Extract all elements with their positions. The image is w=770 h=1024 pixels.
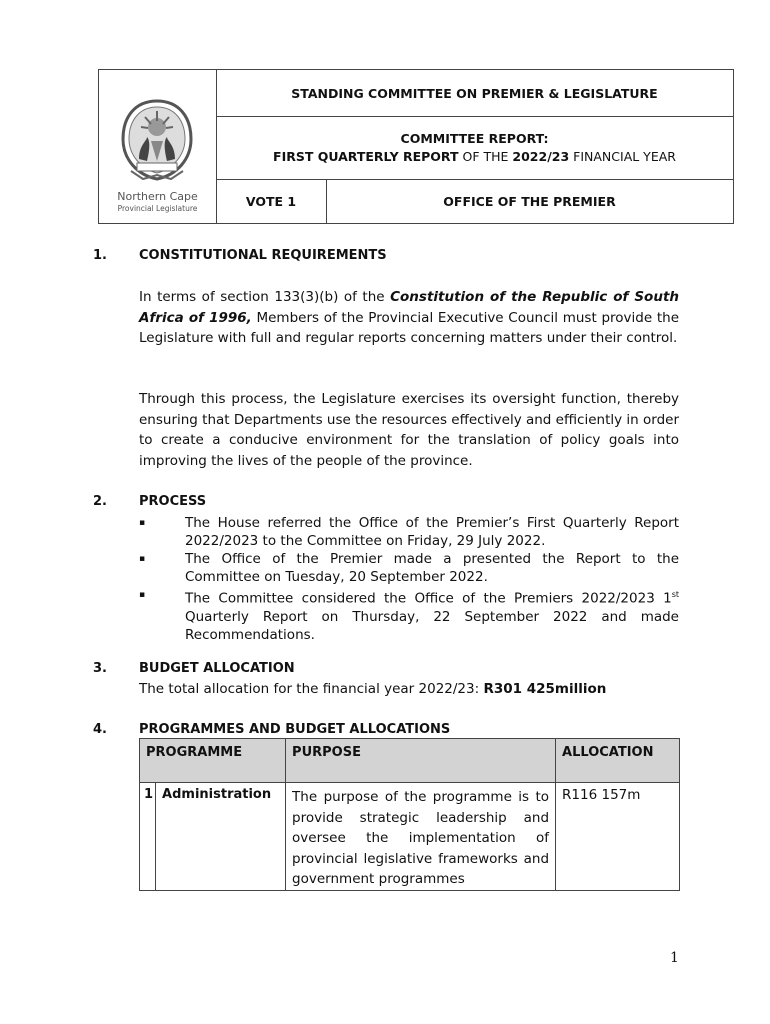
- p1-part-c: Members of the Provincial Executive Council must provide the Legislature with full and regular reports concerning matters under their control.: [139, 309, 679, 347]
- section-1-paragraph-2: Through this process, the Legislature exercises its oversight function, thereby ensuring that Departments use the resources effectively and efficiently in order to create a conducive environment for the translation of policy goals into improving the lives of the people of the province.: [139, 391, 679, 470]
- bullet-icon: ▪: [139, 590, 146, 600]
- logo-line2: Provincial Legislature: [117, 204, 198, 213]
- programme-name: Administration: [156, 783, 286, 891]
- section-4-title: PROGRAMMES AND BUDGET ALLOCATIONS: [139, 722, 451, 737]
- col-allocation: ALLOCATION: [556, 739, 680, 783]
- col-programme: PROGRAMME: [140, 739, 286, 783]
- report-sub-end: FINANCIAL YEAR: [569, 148, 676, 164]
- process-bullet-2-text: The Office of the Premier made a presented the Report to the Committee on Tuesday, 20 September 2022.: [185, 551, 679, 585]
- committee-name: STANDING COMMITTEE ON PREMIER & LEGISLATURE: [216, 70, 733, 117]
- table-row: [140, 783, 680, 891]
- report-header-table: [98, 69, 734, 224]
- constitution-reference: Constitution of the Republic of South Africa of 1996,: [139, 289, 680, 326]
- section-3-title: BUDGET ALLOCATION: [139, 661, 295, 676]
- table-header-row: [140, 739, 680, 783]
- section-1-title: CONSTITUTIONAL REQUIREMENTS: [139, 248, 387, 263]
- legislature-crest-icon: [117, 97, 197, 187]
- bullet-icon: ▪: [139, 518, 146, 528]
- office-label: OFFICE OF THE PREMIER: [443, 193, 616, 209]
- vote-label: VOTE 1: [216, 179, 327, 223]
- section-3-number: 3.: [93, 661, 107, 676]
- budget-allocation-text: [139, 679, 679, 700]
- report-title: COMMITTEE REPORT:: [400, 130, 549, 146]
- programmes-table: [139, 738, 680, 891]
- report-sub-mid: OF THE: [458, 148, 513, 164]
- p1-part-a: In terms of section 133(3)(b) of the: [139, 289, 391, 305]
- b3-part-a: The Committee considered the Office of the Premiers 2022/2023 1: [185, 590, 672, 607]
- b3-part-b: Quarterly Report on Thursday, 22 September 2022 and made Recommendations.: [185, 608, 679, 643]
- budget-amount: R301 425million: [483, 681, 607, 697]
- col-purpose: PURPOSE: [286, 739, 556, 783]
- programme-allocation: R116 157m: [556, 783, 680, 891]
- section-1-paragraph-1: [139, 287, 679, 349]
- section-2-title: PROCESS: [139, 494, 207, 509]
- report-title-cell: [216, 116, 733, 180]
- vote-row: [216, 179, 733, 223]
- budget-text: The total allocation for the financial year 2022/23:: [139, 681, 484, 697]
- report-sub-year: 2022/23: [512, 148, 570, 164]
- section-4-number: 4.: [93, 722, 107, 737]
- logo-line1: Northern Cape: [117, 190, 198, 203]
- section-2-number: 2.: [93, 494, 107, 509]
- page-number: 1: [670, 950, 679, 966]
- process-bullet-3-text: [185, 586, 679, 644]
- process-bullet-1-text: The House referred the Office of the Premier’s First Quarterly Report 2022/2023 to the Committee on Friday, 29 July 2022.: [185, 515, 679, 549]
- logo-cell: [99, 70, 217, 223]
- report-sub-bold1: FIRST QUARTERLY REPORT: [273, 148, 459, 164]
- report-subtitle: [273, 148, 676, 166]
- bullet-icon: ▪: [139, 554, 146, 564]
- section-1-number: 1.: [93, 248, 107, 263]
- programme-number: 1: [140, 783, 156, 891]
- programme-purpose: The purpose of the programme is to provide strategic leadership and oversee the implementation of provincial legislative frameworks and government programmes: [286, 783, 556, 891]
- b3-sup: st: [671, 590, 679, 599]
